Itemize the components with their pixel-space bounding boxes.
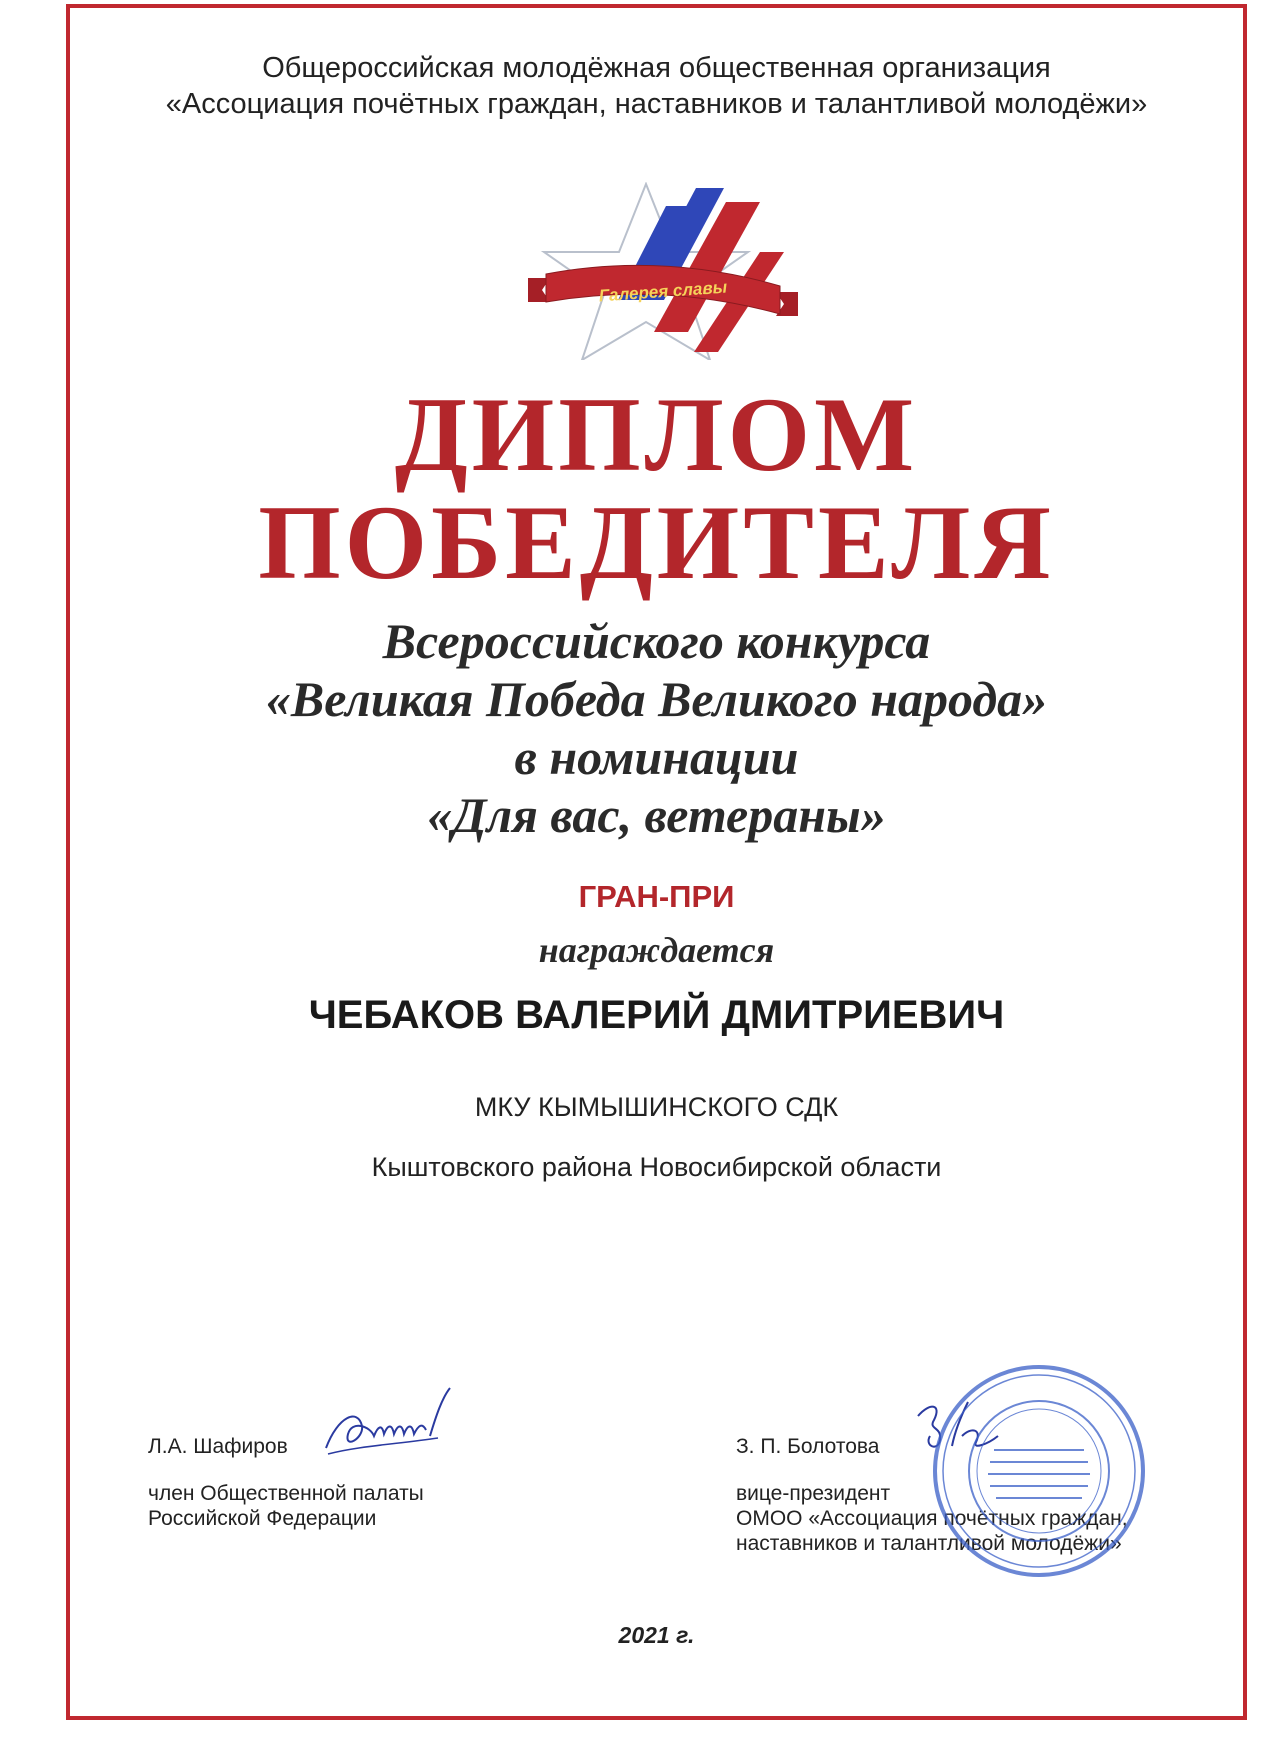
signatory-role-right-3: наставников и талантливой молодёжи» — [736, 1532, 1122, 1555]
signatory-role-right-2: ОМОО «Ассоциация почётных граждан, — [736, 1507, 1128, 1530]
awarded-label: награждается — [538, 930, 775, 970]
diploma-title-line-1: ДИПЛОМ — [394, 376, 919, 493]
org-line-1: Общероссийская молодёжная общественная организация — [262, 52, 1051, 84]
signatory-role-right-1: вице-президент — [736, 1482, 891, 1505]
contest-description — [70, 612, 1243, 844]
recipient-name: ЧЕБАКОВ ВАЛЕРИЙ ДМИТРИЕВИЧ — [308, 993, 1005, 1037]
org-line-2: «Ассоциация почётных граждан, наставников и талантливой молодёжи» — [165, 88, 1148, 120]
contest-line-4: «Для вас, ветераны» — [427, 787, 886, 843]
signatory-name-right: З. П. Болотова — [736, 1435, 880, 1458]
signatory-name-left: Л.А. Шафиров — [148, 1435, 288, 1458]
grand-prix-label: ГРАН-ПРИ — [578, 879, 735, 914]
contest-line-3: в номинации — [514, 729, 799, 785]
contest-line-2: «Великая Победа Великого народа» — [265, 671, 1048, 727]
organization-stamp-icon — [930, 1362, 1148, 1580]
institution: МКУ КЫМЫШИНСКОГО СДК — [474, 1092, 839, 1122]
signatory-role-left-2: Российской Федерации — [148, 1507, 377, 1530]
region: Кыштовского района Новосибирской области — [371, 1152, 942, 1182]
issue-year: 2021 г. — [618, 1622, 695, 1648]
signatory-role-left-1: член Общественной палаты — [148, 1482, 424, 1505]
star-logo-icon — [528, 182, 798, 360]
organization-header — [70, 50, 1243, 122]
signature-left-icon — [318, 1386, 458, 1466]
logo-ribbon-text: Галерея славы — [598, 277, 728, 306]
diploma-title-line-2: ПОБЕДИТЕЛЯ — [258, 484, 1055, 601]
contest-line-1: Всероссийского конкурса — [382, 613, 931, 669]
